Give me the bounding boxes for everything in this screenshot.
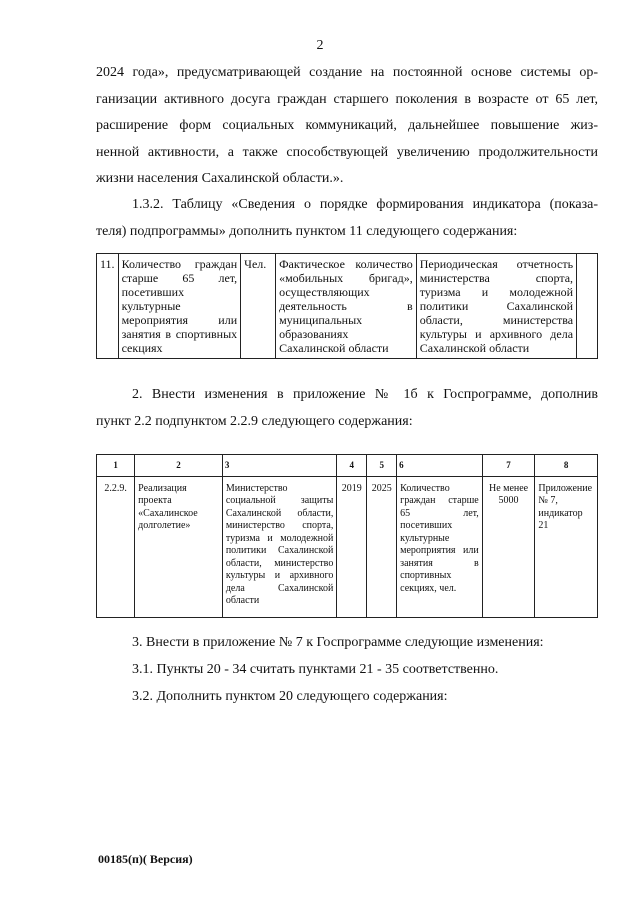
table-cell-value: Не менее 5000	[482, 476, 535, 617]
column-header: 2	[135, 455, 223, 477]
table-cell-source: Периодическая отчетность министерства спорта, туризма и молодежной политики Сахалинской области, министерства культуры и архивного дела Сахалинской области	[416, 254, 576, 359]
column-header: 8	[535, 455, 598, 477]
table-cell-reference: Приложение № 7, индикатор 21	[535, 476, 598, 617]
indicator-table	[96, 253, 598, 359]
text-line: жизни населения Сахалинской области.».	[96, 171, 344, 186]
table-cell-empty	[577, 254, 598, 359]
table-cell-project: Реализация проекта «Сахалинское долголетие»	[135, 476, 223, 617]
document-footer: 00185(п)( Версия)	[98, 852, 193, 866]
column-header: 7	[482, 455, 535, 477]
table-cell-unit: Чел.	[241, 254, 276, 359]
table-cell-start-year: 2019	[337, 476, 367, 617]
text-line: 3.2. Дополнить пунктом 20 следующего содержания:	[132, 689, 448, 704]
table-row	[97, 254, 598, 359]
text-line: ненной активности, а также способствующей увеличению продолжительности	[96, 144, 598, 160]
paragraph-3-1	[96, 657, 598, 684]
table-cell-indicator: Количество граждан старше 65 лет, посетивших культурные мероприятия или занятия в спортивных секциях, чел.	[397, 476, 483, 617]
text-line: пункт 2.2 подпунктом 2.2.9 следующего содержания:	[96, 413, 413, 429]
text-line: 3. Внести в приложение № 7 к Госпрограмме следующие изменения:	[132, 635, 544, 650]
page-number: 2	[316, 38, 324, 53]
column-header: 4	[337, 455, 367, 477]
activities-table	[96, 454, 598, 618]
column-header: 3	[222, 455, 337, 477]
text-line: расширение форм социальных коммуникаций, дальнейшее повышение жиз-	[96, 118, 598, 133]
column-header: 1	[97, 455, 135, 477]
column-header: 5	[367, 455, 397, 477]
table-cell-indicator-name: Количество граждан старше 65 лет, посетивших культурные мероприятия или занятия в спортивных секциях	[118, 254, 241, 359]
paragraph-continuation	[96, 60, 598, 193]
table-row	[97, 476, 598, 617]
text-line: ганизации активного досуга граждан старшего поколения в возрасте от 65 лет,	[96, 91, 598, 107]
table-cell-definition: Фактическое количество «мобильных бригад», осуществляющих деятельность в муниципальных образованиях Сахалинской области	[276, 254, 417, 359]
paragraph-3	[96, 630, 598, 657]
text-line: 3.1. Пункты 20 - 34 считать пунктами 21 - 35 соответственно.	[132, 662, 499, 677]
column-header: 6	[397, 455, 483, 477]
table-cell-executors: Министерство социальной защиты Сахалинской области, министерство спорта, туризма и молодежной политики Сахалинской области, министерство культуры и архивного дела Сахалинской области	[222, 476, 337, 617]
text-line: 2. Внести изменения в приложение № 1б к Госпрограмме, дополнив	[132, 387, 598, 402]
text-line: теля) подпрограммы» дополнить пунктом 11 следующего содержания:	[96, 223, 518, 239]
table-cell-end-year: 2025	[367, 476, 397, 617]
table-header-row	[97, 455, 598, 477]
paragraph-1-3-2	[96, 192, 598, 245]
paragraph-2	[96, 382, 598, 435]
table-cell-number: 2.2.9.	[97, 476, 135, 617]
text-line: 2024 года», предусматривающей создание на постоянной основе системы ор-	[96, 65, 598, 80]
text-line: 1.3.2. Таблицу «Сведения о порядке формирования индикатора (показа-	[132, 197, 598, 212]
table-cell-number: 11.	[97, 254, 119, 359]
paragraph-3-2	[96, 684, 598, 711]
